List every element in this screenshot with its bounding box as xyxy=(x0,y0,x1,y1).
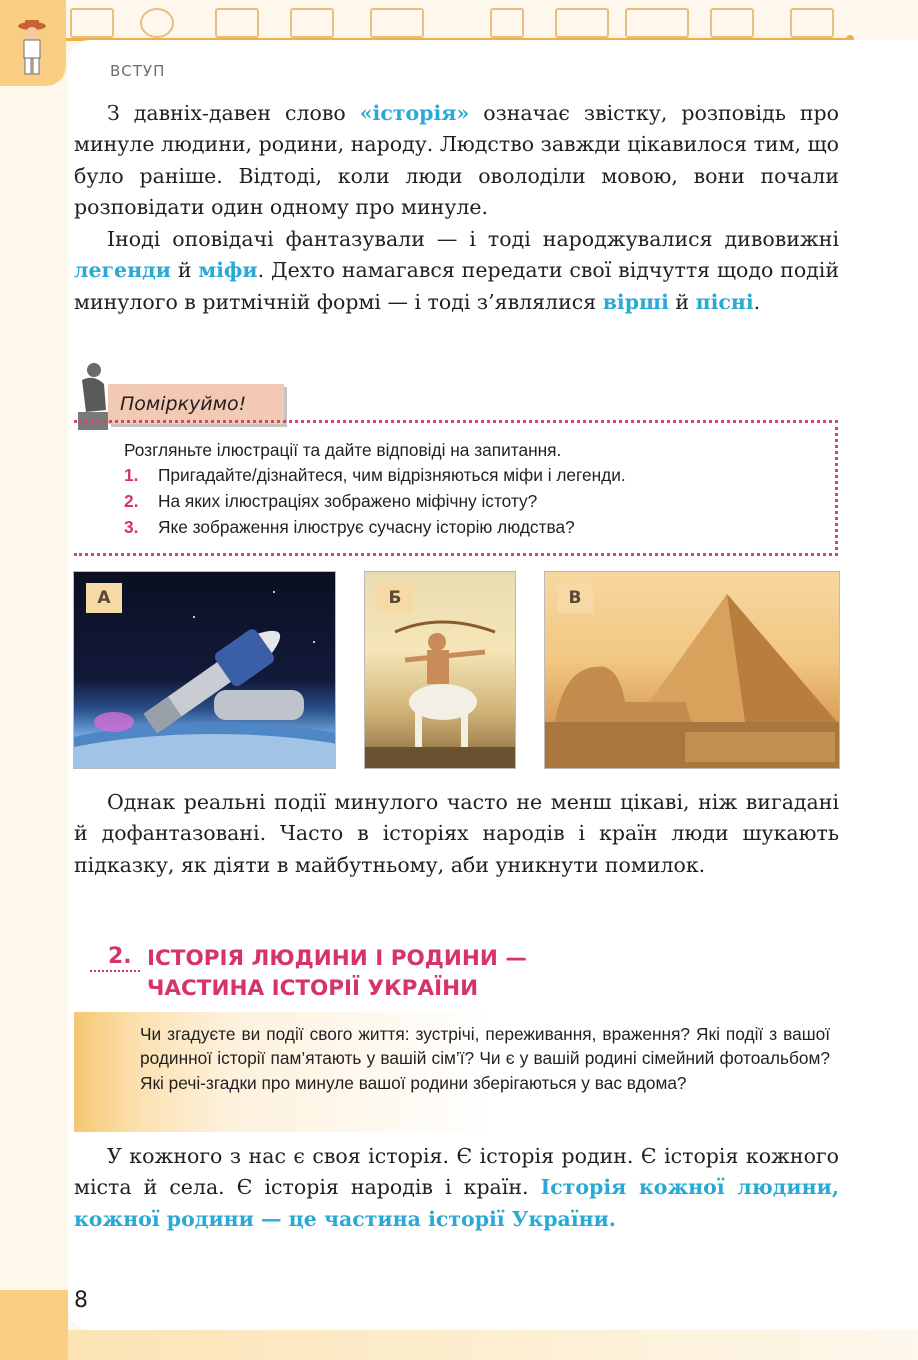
think-title: Поміркуймо! xyxy=(120,393,247,415)
vase-icon xyxy=(490,8,524,38)
section-title xyxy=(147,944,527,1004)
text-run: й xyxy=(668,289,696,314)
shield-icon xyxy=(790,8,834,38)
question-number: 2. xyxy=(124,491,139,511)
text-run: З давніх-давен слово xyxy=(107,101,360,125)
pyramid-sphinx-image xyxy=(544,571,840,769)
question-number: 3. xyxy=(124,517,139,537)
book-magnifier-icon xyxy=(555,8,609,38)
question-text: Пригадайте/дізнайтеся, чим відрізняються міфи і легенди. xyxy=(158,465,626,485)
paragraph-3 xyxy=(74,787,839,881)
image-label-a: А xyxy=(86,583,122,613)
term-history: «історія» xyxy=(359,101,470,125)
text-run: Однак реальні події минулого часто не менш цікаві, ніж вигадані й дофантазовані. Часто в історіях народів і країн люди шукають підказку, як діяти в майбутньому, аби уникнути помилок. xyxy=(74,790,839,877)
explorer-figure-icon xyxy=(12,18,52,78)
rocket-launch-image xyxy=(73,571,336,769)
question-text: На яких ілюстраціях зображено міфічну істоту? xyxy=(158,491,538,511)
temple-icon xyxy=(215,8,259,38)
highlighted-conclusion: Історія кожної людини, кожної родини — це частина історії України. xyxy=(74,1175,839,1231)
term-legends: легенди xyxy=(74,258,171,283)
paragraph-4 xyxy=(74,1141,839,1235)
image-label-c: В xyxy=(557,583,593,613)
section-title-line-1: ІСТОРІЯ ЛЮДИНИ І РОДИНИ — xyxy=(147,946,527,971)
question-number: 1. xyxy=(124,465,139,485)
text-run: й xyxy=(170,258,199,283)
corner-tab xyxy=(0,0,66,86)
crown-icon xyxy=(290,8,334,38)
history-icons-strip xyxy=(70,6,850,36)
bottom-band xyxy=(68,1330,918,1360)
top-decoration-band xyxy=(0,0,918,40)
section-number-underline xyxy=(90,970,140,972)
section-label: ВСТУП xyxy=(110,62,166,80)
questions-box-text: Чи згадуєте ви події свого життя: зустрічі, переживання, враження? Які події з вашої родинної історії пам’ятають у вашій сім’ї? Чи є у вашій родині сімейний фотоальбом? Які речі-згадки про минуле вашої родини зберігаються у вас вдома? xyxy=(140,1024,830,1093)
question-text: Яке зображення ілюструє сучасну історію людства? xyxy=(158,517,575,537)
term-songs: пісні xyxy=(695,289,754,314)
chest-icon xyxy=(70,8,114,38)
think-question-1 xyxy=(124,465,626,486)
text-run: означає звістку, розповідь про минуле людини, родини, народу. Людство завжди цікавилося тим, що було раніше. Відтоді, коли люди оволоділи мовою, вони почали розповідати один одному про минуле. xyxy=(74,101,839,219)
image-label-b: Б xyxy=(377,583,413,613)
section-title-line-2: ЧАСТИНА ІСТОРІЇ УКРАЇНИ xyxy=(147,976,479,1001)
think-question-3 xyxy=(124,517,575,538)
intro-paragraph-2 xyxy=(74,224,839,318)
text-run: Іноді оповідачі фантазували — і тоді народжувалися дивовижні xyxy=(107,227,839,251)
pyramid-icon xyxy=(625,8,689,38)
term-myths: міфи xyxy=(198,258,258,283)
text-run: . xyxy=(753,289,761,314)
lamp-icon xyxy=(370,8,424,38)
think-instruction: Розгляньте ілюстрації та дайте відповіді на запитання. xyxy=(124,440,562,460)
text-run: У кожного з нас є своя історія. Є історія родин. Є історія кожного міста й села. Є історія народів і країн. xyxy=(74,1144,839,1200)
section-number: 2. xyxy=(108,944,132,969)
page-number: 8 xyxy=(74,1288,88,1313)
text-run: . Дехто намагався передати свої відчуття щодо подій минулого в ритмічній формі — і тоді з’являлися xyxy=(74,258,839,314)
centaur-archer-image xyxy=(364,571,516,769)
intro-paragraph-1 xyxy=(74,98,839,223)
term-verses: вірші xyxy=(602,289,669,314)
think-question-2 xyxy=(124,491,537,512)
scroll-icon xyxy=(710,8,754,38)
sun-icon xyxy=(140,8,174,38)
bottom-corner-band xyxy=(0,1290,68,1360)
